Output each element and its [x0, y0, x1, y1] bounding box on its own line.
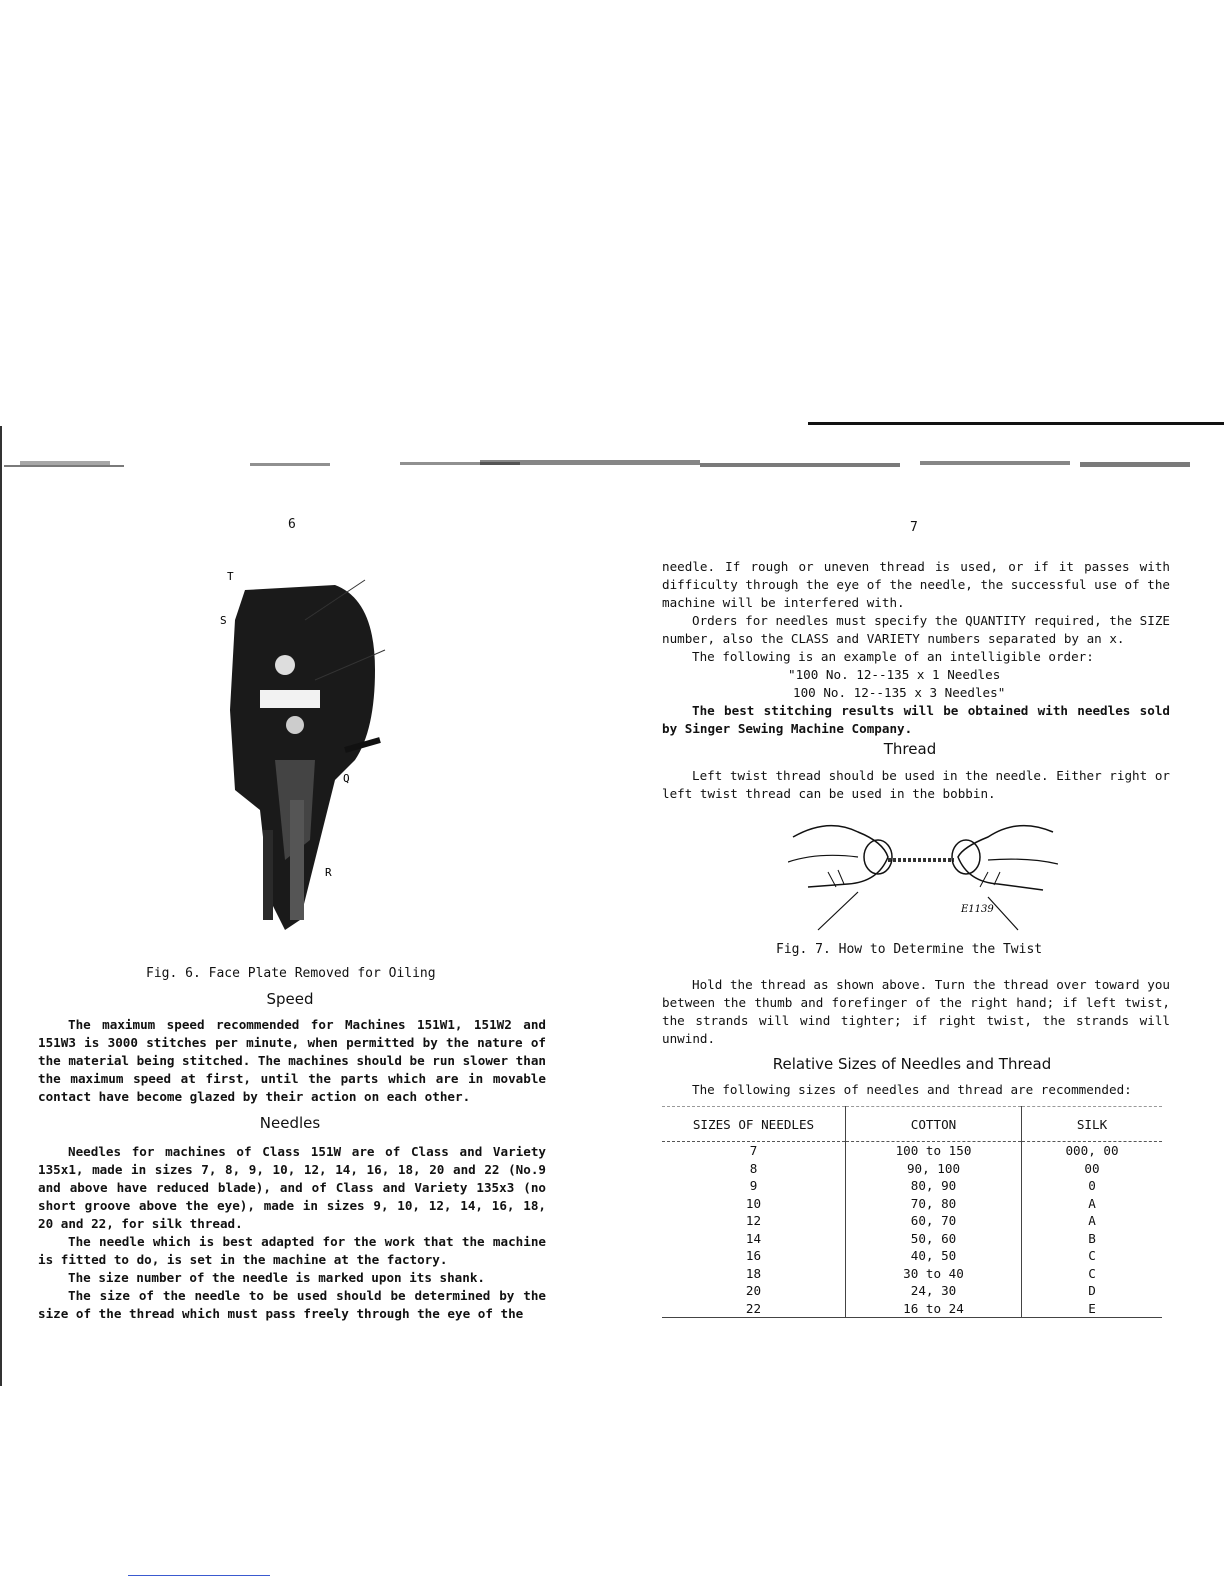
label-s: S [220, 614, 227, 627]
fig6-caption: Fig. 6. Face Plate Removed for Oiling [146, 966, 436, 981]
table-row: 14 50, 60 B [662, 1230, 1162, 1248]
label-q: Q [343, 772, 350, 785]
sizes-table [662, 1106, 1162, 1318]
top-rule [808, 422, 1224, 425]
twist-text: Hold the thread as shown above. Turn the thread over toward you between the thumb and forefinger of the right hand; if left twist, the strands will wind tighter; if right twist, the strands will unwind. [662, 977, 1170, 1046]
scan-noise-band [0, 455, 1204, 481]
face-plate-figure [215, 560, 395, 940]
table-row: 20 24, 30 D [662, 1282, 1162, 1300]
table-row: 16 40, 50 C [662, 1247, 1162, 1265]
bottom-underline [128, 1575, 270, 1576]
speed-text: The maximum speed recommended for Machines 151W1, 151W2 and 151W3 is 3000 stitches per minute, when permitted by the nature of the material being stitched. The machines should be run slower than the maximum speed at first, until the parts which are in movable contact have become glazed by their action on each other. [38, 1017, 546, 1104]
table-row: 22 16 to 24 E [662, 1300, 1162, 1318]
table-row: 18 30 to 40 C [662, 1265, 1162, 1283]
header-cotton: COTTON [846, 1107, 1022, 1142]
relative-sizes-heading: Relative Sizes of Needles and Thread [772, 1055, 1052, 1073]
page-edge [0, 426, 2, 1386]
speed-heading: Speed [266, 990, 314, 1008]
table-row: 7 100 to 150 000, 00 [662, 1142, 1162, 1160]
table-row: 10 70, 80 A [662, 1195, 1162, 1213]
table-row: 8 90, 100 00 [662, 1160, 1162, 1178]
label-t: T [227, 570, 234, 583]
needle-orders-text: needle. If rough or uneven thread is used, or if it passes with difficulty through the eye of the needle, the successful use of the machine will be interfered with. Orders for needles must specify the QUANTITY required, the SIZE number, also the CLASS and VARIETY numbers separated by an x. The following is an example of an intelligible order: "100 No. 12--135 x 1 Needles 100 No. 12--135 x 3 Needles" The best stitching results will be obtained with needles sold by Singer Sewing Machine Company. [662, 559, 1170, 736]
relative-intro: The following sizes of needles and thread are recommended: [692, 1082, 1132, 1097]
table-row: 12 60, 70 A [662, 1212, 1162, 1230]
page-number-right: 7 [910, 520, 918, 535]
fig7-caption: Fig. 7. How to Determine the Twist [776, 942, 1043, 957]
page-number-left: 6 [288, 517, 296, 532]
header-needles: SIZES OF NEEDLES [662, 1107, 846, 1142]
header-silk: SILK [1022, 1107, 1163, 1142]
needles-heading: Needles [259, 1114, 321, 1132]
label-r: R [325, 866, 332, 879]
thread-heading: Thread [883, 740, 937, 758]
table-row: 9 80, 90 0 [662, 1177, 1162, 1195]
thread-text: Left twist thread should be used in the needle. Either right or left twist thread can be used in the bobbin. [662, 768, 1170, 801]
twist-figure [788, 812, 1058, 932]
figure-code: E1139 [961, 904, 994, 915]
needles-text: Needles for machines of Class 151W are of Class and Variety 135x1, made in sizes 7, 8, 9, 10, 12, 14, 16, 18, 20 and 22 (No.9 and above have reduced blade), and of Class and Variety 135x3 (no short groove above the eye), made in sizes 9, 10, 12, 14, 16, 18, 20 and 22, for silk thread. The needle which is best adapted for the work that the machine is fitted to do, is set in the machine at the factory. The size number of the needle is marked upon its shank. The size of the needle to be used should be determined by the size of the thread which must pass freely through the eye of the [38, 1144, 546, 1321]
